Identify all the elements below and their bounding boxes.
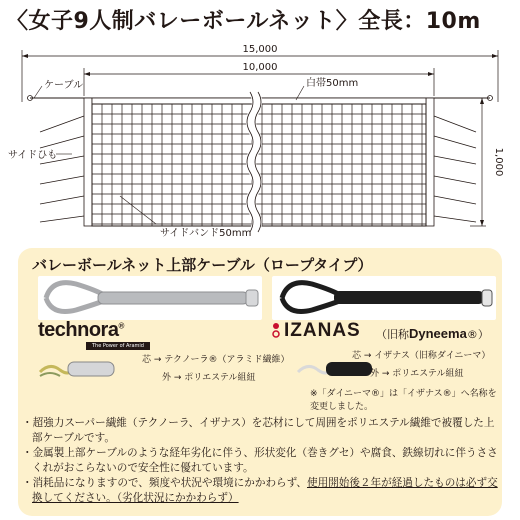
label-side-band: サイドバンド50mm — [160, 228, 252, 239]
izanas-alt-prefix: （旧称 — [376, 328, 409, 341]
dim-height-label: 1,000 — [493, 147, 504, 177]
dimension-height — [470, 98, 504, 226]
side-ropes-right — [426, 98, 476, 226]
izanas-alt-name: Dyneema — [409, 326, 467, 341]
feature-bullet-3-text: ・消耗品になりますので、頻度や状況や環境にかかわらず、 — [22, 477, 307, 489]
break-symbol — [251, 92, 257, 232]
technora-logo — [38, 319, 124, 342]
panel-title: バレーボールネット上部ケーブル（ロープタイプ） — [32, 256, 373, 274]
izanas-core: 芯 → イザナス（旧称ダイニーマ） — [352, 351, 491, 361]
feature-bullet-1: ・超強力スーパー繊維（テクノーラ、イザナス）を芯材にして周囲をポリエステル繊維で被覆した上部ケーブルです。 — [22, 417, 495, 444]
feature-bullet-3 — [22, 476, 498, 506]
net-diagram — [0, 36, 520, 246]
technora-brand: technora — [38, 319, 119, 341]
technora-core: 芯 → テクノーラ®（アラミド繊維） — [142, 355, 290, 365]
technora-cable-image — [38, 276, 262, 320]
izanas-outer: 外 → ポリエステル組紐 — [370, 369, 464, 379]
izanas-former-name — [376, 326, 489, 342]
side-ropes-left — [40, 98, 92, 226]
technora-outer: 外 → ポリエステル組紐 — [162, 373, 256, 383]
cable-features — [22, 416, 498, 506]
dim-net-label: 10,000 — [242, 62, 278, 73]
feature-bullet-3-underlined: 使用開始後２年が経過したものは必ず交換してください。（劣化状況にかかわらず） — [32, 477, 498, 504]
izanas-cable-image — [272, 276, 496, 320]
izanas-logo-mark — [272, 322, 280, 342]
dim-total-label: 15,000 — [242, 44, 278, 55]
page-title: 〈女子9人制バレーボールネット〉全長：10m — [6, 9, 481, 34]
izanas-alt-suffix: ®） — [466, 328, 489, 341]
label-white-band: 白帯50mm — [306, 78, 359, 89]
izanas-logo: IZANAS — [284, 320, 361, 341]
technora-cross-section — [38, 352, 118, 386]
feature-bullet-2: ・金属製上部ケーブルのような経年劣化に伴う、形状変化（巻きグセ）や腐食、鉄線切れに伴うささくれがおこらないので安全性に優れています。 — [22, 447, 498, 474]
technora-reg: ® — [118, 321, 124, 331]
izanas-name-change-note: ※「ダイニーマ®」は「イザナス®」へ名称を変更しました。 — [310, 389, 497, 412]
label-cable: ケーブル — [44, 80, 84, 91]
technora-tagline: The Power of Aramid — [86, 342, 150, 350]
label-side-rope: サイドひも — [8, 150, 58, 161]
net-mesh — [92, 104, 426, 226]
cable-info-panel — [18, 248, 502, 516]
